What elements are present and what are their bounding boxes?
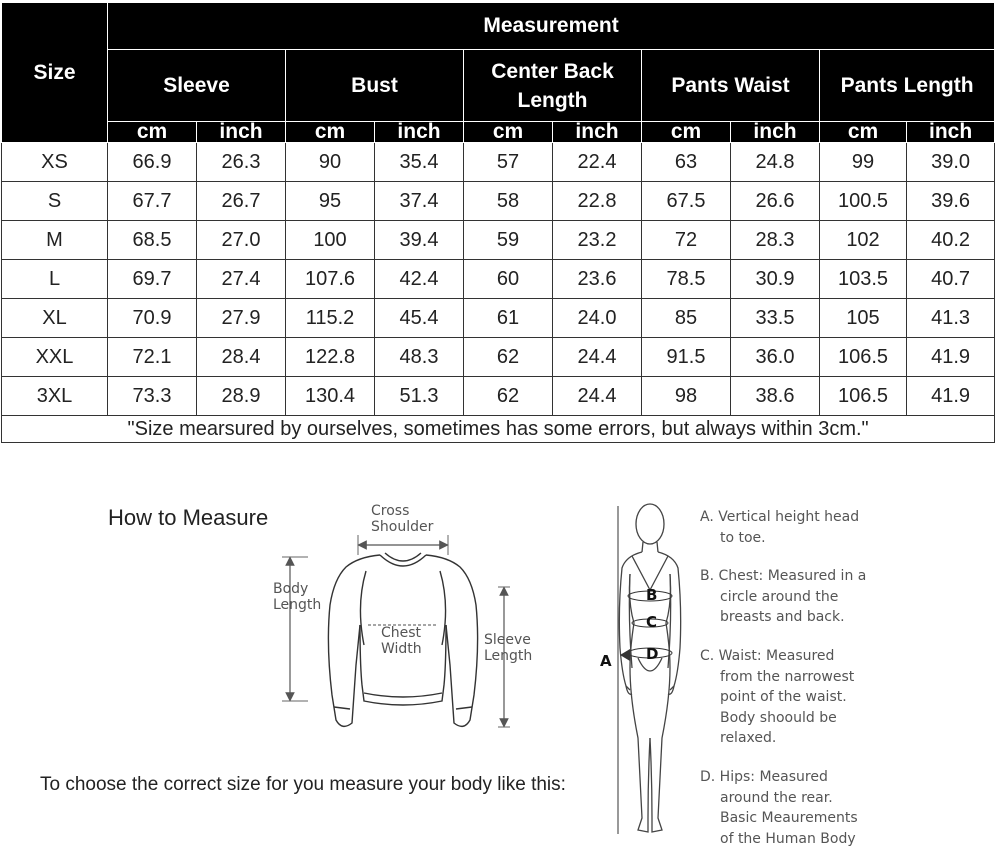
measure-cell: 39.4 bbox=[375, 221, 464, 260]
legend-item-line: point of the waist. bbox=[720, 689, 847, 706]
note-row bbox=[2, 416, 995, 443]
measure-cell: 40.7 bbox=[907, 260, 995, 299]
measure-cell: 41.9 bbox=[907, 338, 995, 377]
measure-cell: 59 bbox=[464, 221, 553, 260]
measure-cell: 58 bbox=[464, 182, 553, 221]
measure-cell: 40.2 bbox=[907, 221, 995, 260]
size-cell: XL bbox=[2, 299, 108, 338]
size-cell: XXL bbox=[2, 338, 108, 377]
body-length-arrow bbox=[282, 557, 308, 701]
measure-cell: 57 bbox=[464, 143, 553, 182]
group-header: Sleeve bbox=[108, 50, 286, 122]
measure-cell: 68.5 bbox=[108, 221, 197, 260]
measure-cell: 95 bbox=[286, 182, 375, 221]
legend-item-line: of the Human Body bbox=[720, 830, 856, 847]
measure-cell: 41.9 bbox=[907, 377, 995, 416]
unit-header: inch bbox=[731, 122, 820, 143]
table-row bbox=[2, 143, 995, 182]
unit-header: inch bbox=[553, 122, 642, 143]
measure-cell: 73.3 bbox=[108, 377, 197, 416]
measure-cell: 24.8 bbox=[731, 143, 820, 182]
measure-cell: 26.6 bbox=[731, 182, 820, 221]
letter-d: D bbox=[646, 645, 659, 663]
measure-cell: 27.4 bbox=[197, 260, 286, 299]
group-header: Pants Length bbox=[820, 50, 995, 122]
measure-legend bbox=[700, 507, 866, 857]
shirt-measure-diagram bbox=[260, 495, 550, 745]
size-cell: XS bbox=[2, 143, 108, 182]
measure-cell: 91.5 bbox=[642, 338, 731, 377]
size-column-header: Size bbox=[2, 3, 108, 143]
measure-cell: 23.2 bbox=[553, 221, 642, 260]
measure-cell: 48.3 bbox=[375, 338, 464, 377]
legend-item-title: D. Hips: Measured bbox=[700, 768, 828, 785]
table-row bbox=[2, 260, 995, 299]
unit-header: cm bbox=[286, 122, 375, 143]
measure-cell: 22.4 bbox=[553, 143, 642, 182]
measure-cell: 26.3 bbox=[197, 143, 286, 182]
measure-cell: 51.3 bbox=[375, 377, 464, 416]
letter-b: B bbox=[646, 586, 658, 604]
measure-cell: 23.6 bbox=[553, 260, 642, 299]
table-row bbox=[2, 299, 995, 338]
measure-cell: 85 bbox=[642, 299, 731, 338]
chest-width-label-1: Chest bbox=[381, 625, 422, 641]
measure-cell: 115.2 bbox=[286, 299, 375, 338]
legend-item-line: circle around the bbox=[720, 588, 839, 605]
legend-item bbox=[700, 507, 866, 548]
measure-cell: 45.4 bbox=[375, 299, 464, 338]
measure-cell: 42.4 bbox=[375, 260, 464, 299]
measure-cell: 28.9 bbox=[197, 377, 286, 416]
size-cell: S bbox=[2, 182, 108, 221]
measure-cell: 69.7 bbox=[108, 260, 197, 299]
sleeve-length-label-1: Sleeve bbox=[484, 632, 531, 648]
unit-header: cm bbox=[464, 122, 553, 143]
legend-item-title: B. Chest: Measured in a bbox=[700, 568, 867, 585]
size-cell: M bbox=[2, 221, 108, 260]
legend-item-line: to toe. bbox=[720, 529, 766, 546]
measure-cell: 24.4 bbox=[553, 377, 642, 416]
unit-header: inch bbox=[197, 122, 286, 143]
chest-width-label-2: Width bbox=[381, 641, 422, 657]
measure-cell: 103.5 bbox=[820, 260, 907, 299]
measure-cell: 62 bbox=[464, 338, 553, 377]
legend-item-line: Body shoould be bbox=[720, 709, 837, 726]
group-header: Center Back Length bbox=[464, 50, 642, 122]
sleeve-length-label-2: Length bbox=[484, 648, 533, 664]
measure-cell: 130.4 bbox=[286, 377, 375, 416]
body-length-label-2: Length bbox=[273, 597, 322, 613]
measure-cell: 37.4 bbox=[375, 182, 464, 221]
measure-cell: 26.7 bbox=[197, 182, 286, 221]
measure-cell: 60 bbox=[464, 260, 553, 299]
legend-item-line: around the rear. bbox=[720, 789, 833, 806]
measure-cell: 22.8 bbox=[553, 182, 642, 221]
measure-cell: 24.0 bbox=[553, 299, 642, 338]
legend-item bbox=[700, 767, 866, 849]
measure-cell: 24.4 bbox=[553, 338, 642, 377]
legend-item-title: C. Waist: Measured bbox=[700, 647, 835, 664]
measure-cell: 35.4 bbox=[375, 143, 464, 182]
measure-cell: 27.0 bbox=[197, 221, 286, 260]
measure-cell: 27.9 bbox=[197, 299, 286, 338]
table-row bbox=[2, 221, 995, 260]
measure-cell: 33.5 bbox=[731, 299, 820, 338]
measurement-note: "Size mearsured by ourselves, sometimes has some errors, but always within 3cm." bbox=[2, 416, 995, 443]
measure-cell: 39.0 bbox=[907, 143, 995, 182]
measure-cell: 105 bbox=[820, 299, 907, 338]
legend-item bbox=[700, 646, 866, 749]
legend-item bbox=[700, 566, 866, 628]
size-chart-table bbox=[1, 2, 995, 443]
measure-cell: 122.8 bbox=[286, 338, 375, 377]
measure-cell: 38.6 bbox=[731, 377, 820, 416]
unit-header: cm bbox=[642, 122, 731, 143]
size-cell: 3XL bbox=[2, 377, 108, 416]
table-row bbox=[2, 377, 995, 416]
measure-cell: 63 bbox=[642, 143, 731, 182]
measure-cell: 66.9 bbox=[108, 143, 197, 182]
measure-cell: 72 bbox=[642, 221, 731, 260]
measure-cell: 67.5 bbox=[642, 182, 731, 221]
measure-cell: 72.1 bbox=[108, 338, 197, 377]
measure-cell: 28.4 bbox=[197, 338, 286, 377]
unit-header: inch bbox=[907, 122, 995, 143]
legend-item-title: A. Vertical height head bbox=[700, 509, 860, 525]
measure-cell: 106.5 bbox=[820, 338, 907, 377]
measure-cell: 28.3 bbox=[731, 221, 820, 260]
body-length-label-1: Body bbox=[273, 581, 309, 597]
measure-cell: 36.0 bbox=[731, 338, 820, 377]
unit-header: inch bbox=[375, 122, 464, 143]
letter-c: C bbox=[646, 613, 658, 631]
letter-a: A bbox=[600, 652, 612, 670]
measure-cell: 39.6 bbox=[907, 182, 995, 221]
group-header: Bust bbox=[286, 50, 464, 122]
cross-shoulder-label-1: Cross bbox=[371, 503, 410, 519]
measure-cell: 41.3 bbox=[907, 299, 995, 338]
measure-cell: 90 bbox=[286, 143, 375, 182]
body-measure-diagram bbox=[590, 498, 700, 843]
legend-item-line: breasts and back. bbox=[720, 609, 845, 626]
measure-cell: 98 bbox=[642, 377, 731, 416]
measure-cell: 30.9 bbox=[731, 260, 820, 299]
how-to-measure-title: How to Measure bbox=[108, 505, 269, 530]
measurement-header: Measurement bbox=[108, 3, 995, 50]
body-outline bbox=[619, 504, 680, 832]
group-header: Pants Waist bbox=[642, 50, 820, 122]
measure-cell: 70.9 bbox=[108, 299, 197, 338]
measure-cell: 100.5 bbox=[820, 182, 907, 221]
legend-item-line: from the narrowest bbox=[720, 668, 855, 685]
choose-size-instruction: To choose the correct size for you measure your body like this: bbox=[40, 774, 566, 795]
legend-item-line: Basic Meaurements bbox=[720, 810, 858, 827]
size-cell: L bbox=[2, 260, 108, 299]
unit-header: cm bbox=[820, 122, 907, 143]
measure-cell: 102 bbox=[820, 221, 907, 260]
unit-header: cm bbox=[108, 122, 197, 143]
cross-shoulder-label-2: Shoulder bbox=[371, 519, 434, 535]
measure-cell: 78.5 bbox=[642, 260, 731, 299]
table-row bbox=[2, 338, 995, 377]
cross-shoulder-arrow bbox=[358, 535, 448, 555]
measure-cell: 100 bbox=[286, 221, 375, 260]
measure-cell: 67.7 bbox=[108, 182, 197, 221]
measure-cell: 99 bbox=[820, 143, 907, 182]
measure-cell: 61 bbox=[464, 299, 553, 338]
measure-cell: 62 bbox=[464, 377, 553, 416]
body-measure-lines bbox=[618, 506, 672, 834]
measure-cell: 107.6 bbox=[286, 260, 375, 299]
table-row bbox=[2, 182, 995, 221]
legend-item-line: relaxed. bbox=[720, 730, 777, 747]
measure-cell: 106.5 bbox=[820, 377, 907, 416]
